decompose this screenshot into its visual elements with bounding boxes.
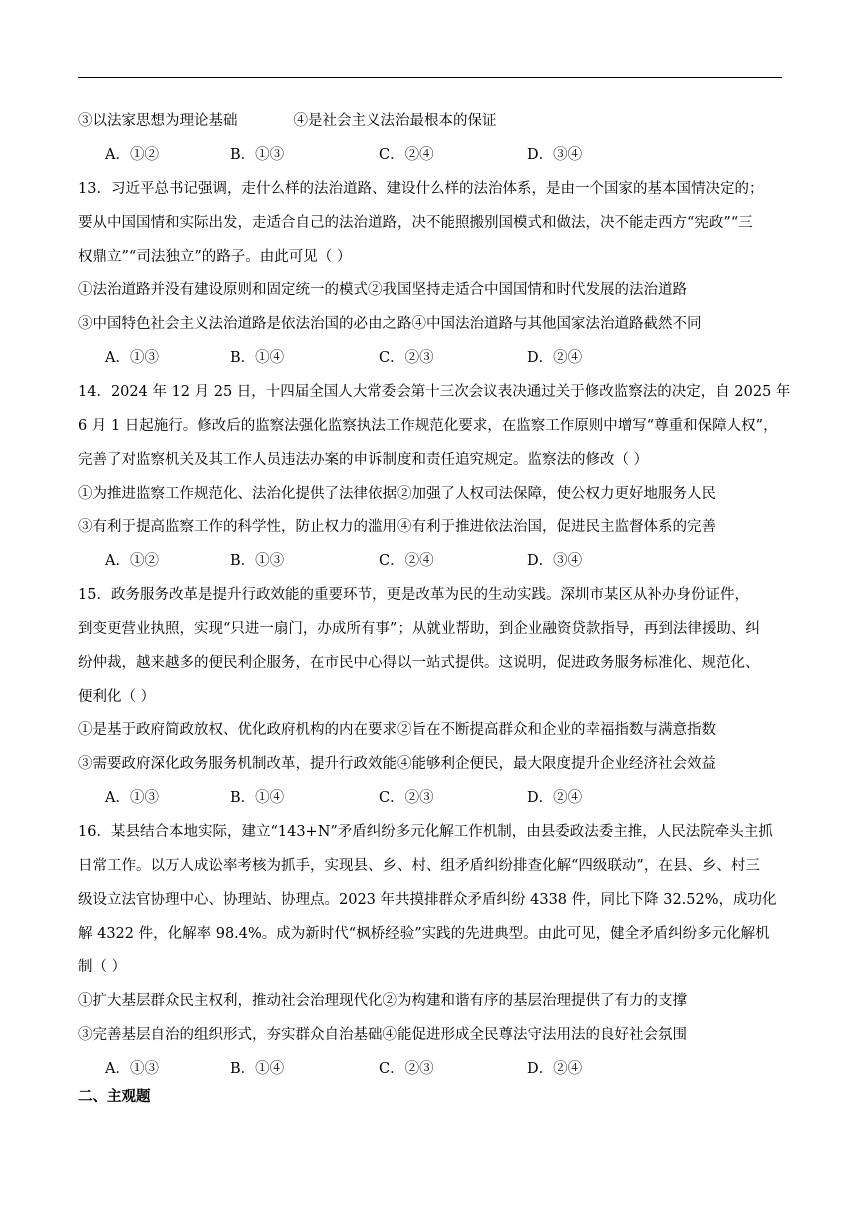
q12-option-d[interactable]: D．③④ <box>527 147 583 163</box>
q14-option-c[interactable]: C．②④ <box>379 553 434 569</box>
q16-stem-line-1: 16．某县结合本地实际，建立“143+N”矛盾纠纷多元化解工作机制，由县委政法委主推，人民法院牵头主抓 <box>78 824 773 840</box>
q14-statements-3-4: ③有利于提高监察工作的科学性，防止权力的滥用④有利于推进依法治国，促进民主监督体系的完善 <box>78 519 716 535</box>
header-rule <box>78 77 782 78</box>
q16-statements-1-2: ①扩大基层群众民主权利，推动社会治理现代化②为构建和谐有序的基层治理提供了有力的支撑 <box>78 993 687 1009</box>
q13-stem-line-1: 13．习近平总书记强调，走什么样的法治道路、建设什么样的法治体系，是由一个国家的基本国情决定的； <box>78 181 764 197</box>
q16-stem-line-4: 解 4322 件，化解率 98.4%。成为新时代“枫桥经验”实践的先进典型。由此可见，健全矛盾纠纷多元化解机 <box>78 926 770 942</box>
q15-option-b[interactable]: B．①④ <box>230 790 285 806</box>
q16-option-c[interactable]: C．②③ <box>379 1061 434 1077</box>
q12-statements <box>78 111 798 131</box>
q14-stem-line-3: 完善了对监察机关及其工作人员违法办案的申诉制度和责任追究规定。监察法的修改（ ） <box>78 452 649 468</box>
q13-option-b[interactable]: B．①④ <box>230 350 285 366</box>
q16-stem-line-3: 级设立法官协理中心、协理站、协理点。2023 年共摸排群众矛盾纠纷 4338 件，同比下降 32.52%，成功化 <box>78 892 777 908</box>
q12-statement-4: ④是社会主义法治最根本的保证 <box>293 113 497 129</box>
section-heading: 二、主观题 <box>78 1089 151 1105</box>
q16-option-b[interactable]: B．①④ <box>230 1061 285 1077</box>
q12-statement-3: ③以法家思想为理论基础 <box>78 113 238 129</box>
q16-option-d[interactable]: D．②④ <box>527 1061 583 1077</box>
q14-option-d[interactable]: D．③④ <box>527 553 583 569</box>
q15-option-c[interactable]: C．②③ <box>379 790 434 806</box>
q13-option-a[interactable]: A．①③ <box>105 350 159 366</box>
q15-option-d[interactable]: D．②④ <box>527 790 583 806</box>
q14-stem-line-2: 6 月 1 日起施行。修改后的监察法强化监察执法工作规范化要求，在监察工作原则中增写“尊重和保障人权”， <box>78 418 778 434</box>
q15-stem-line-1: 15．政务服务改革是提升行政效能的重要环节，更是改革为民的生动实践。深圳市某区从补办身份证件， <box>78 587 749 603</box>
q14-option-b[interactable]: B．①③ <box>230 553 285 569</box>
q15-stem-line-3: 纷仲裁，越来越多的便民利企服务，在市民中心得以一站式提供。这说明，促进政务服务标准化、规范化、 <box>78 655 760 671</box>
q15-stem-line-2: 到变更营业执照，实现“只进一扇门，办成所有事”；从就业帮助，到企业融资贷款指导，再到法律援助、纠 <box>78 621 760 637</box>
q13-statements-1-2: ①法治道路并没有建设原则和固定统一的模式②我国坚持走适合中国国情和时代发展的法治道路 <box>78 282 687 298</box>
q15-option-a[interactable]: A．①③ <box>105 790 159 806</box>
q15-statements-3-4: ③需要政府深化政务服务机制改革，提升行政效能④能够利企便民，最大限度提升企业经济社会效益 <box>78 756 716 772</box>
q14-stem-line-1: 14．2024 年 12 月 25 日，十四届全国人大常委会第十三次会议表决通过关于修改监察法的决定，自 2025 年 <box>78 384 791 400</box>
q14-statements-1-2: ①为推进监察工作规范化、法治化提供了法律依据②加强了人权司法保障，使公权力更好地服务人民 <box>78 486 716 502</box>
q13-option-c[interactable]: C．②③ <box>379 350 434 366</box>
q12-option-b[interactable]: B．①③ <box>230 147 285 163</box>
q13-statements-3-4: ③中国特色社会主义法治道路是依法治国的必由之路④中国法治道路与其他国家法治道路截然不同 <box>78 316 702 332</box>
q16-stem-line-2: 日常工作。以万人成讼率考核为抓手，实现县、乡、村、组矛盾纠纷排查化解“四级联动”，在县、乡、村三 <box>78 858 760 874</box>
q13-stem-line-2: 要从中国国情和实际出发，走适合自己的法治道路，决不能照搬别国模式和做法，决不能走西方“宪政”“三 <box>78 215 753 231</box>
q16-statements-3-4: ③完善基层自治的组织形式，夯实群众自治基础④能促进形成全民尊法守法用法的良好社会氛围 <box>78 1027 687 1043</box>
q12-option-a[interactable]: A．①② <box>105 147 159 163</box>
q12-option-c[interactable]: C．②④ <box>379 147 434 163</box>
q13-stem-line-3: 权鼎立”“司法独立”的路子。由此可见（ ） <box>78 249 352 265</box>
q15-stem-line-4: 便利化（ ） <box>78 689 156 705</box>
q14-option-a[interactable]: A．①② <box>105 553 159 569</box>
q16-option-a[interactable]: A．①③ <box>105 1061 159 1077</box>
q15-statements-1-2: ①是基于政府简政放权、优化政府机构的内在要求②旨在不断提高群众和企业的幸福指数与满意指数 <box>78 722 716 738</box>
q13-option-d[interactable]: D．②④ <box>527 350 583 366</box>
q16-stem-line-5: 制（ ） <box>78 959 127 975</box>
